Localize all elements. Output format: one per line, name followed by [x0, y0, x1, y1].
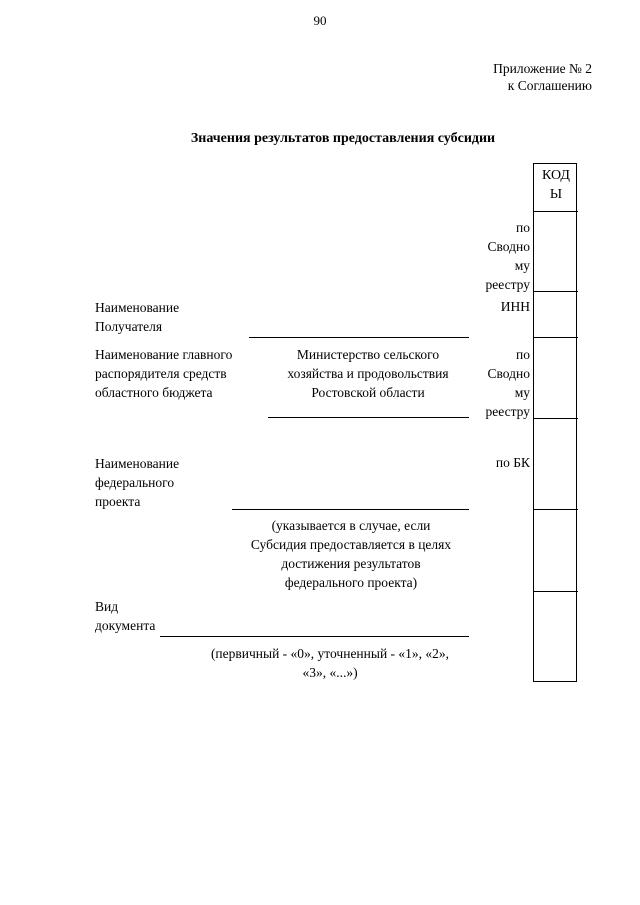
- codes-cell-divider: [533, 337, 578, 338]
- appendix-line: к Соглашению: [507, 78, 592, 93]
- bk-code-label: по БК: [495, 455, 530, 470]
- value-line: хозяйства и продовольствия: [287, 366, 449, 381]
- federal-project-underline: [232, 509, 469, 510]
- main-manager-underline: [268, 417, 469, 418]
- label-line: областного бюджета: [95, 385, 213, 400]
- recipient-underline: [249, 337, 469, 338]
- codes-cell-divider: [533, 418, 578, 419]
- note-line: (первичный - «0», уточненный - «1», «2»,: [210, 646, 450, 661]
- label-line: реестру: [485, 277, 530, 292]
- label-line: Сводно: [487, 366, 530, 381]
- codes-cell-divider: [533, 291, 578, 292]
- main-manager-value: [240, 345, 496, 402]
- value-line: Министерство сельского: [296, 347, 440, 362]
- inn-code-label: ИНН: [500, 299, 530, 314]
- note-line: Субсидия предоставляется в целях: [250, 537, 452, 552]
- value-line: Ростовской области: [311, 385, 425, 400]
- recipient-label: [95, 298, 179, 336]
- label-line: му: [514, 385, 530, 400]
- registry-code-label: [460, 218, 530, 294]
- note-line: достижения результатов: [281, 556, 421, 571]
- label-line: по: [516, 347, 530, 362]
- codes-cell-divider: [533, 509, 578, 510]
- label-line: документа: [95, 618, 156, 633]
- label-line: Наименование главного: [95, 347, 233, 362]
- note-line: (указывается в случае, если: [271, 518, 431, 533]
- label-line: распорядителя средств: [95, 366, 227, 381]
- codes-column: [533, 163, 577, 682]
- label-line: Наименование: [95, 456, 180, 471]
- federal-project-label: [95, 454, 179, 511]
- document-type-label: [95, 597, 155, 635]
- note-line: федерального проекта): [284, 575, 418, 590]
- page-number: 90: [313, 13, 327, 28]
- federal-project-note: [218, 516, 484, 592]
- document-type-note: [180, 644, 480, 682]
- label-line: по: [516, 220, 530, 235]
- label-line: Наименование: [95, 300, 180, 315]
- codes-cell-divider: [533, 591, 578, 592]
- label-line: Вид: [95, 599, 119, 614]
- label-line: Получателя: [95, 319, 163, 334]
- appendix-line: Приложение № 2: [493, 61, 592, 76]
- label-line: проекта: [95, 494, 141, 509]
- document-type-underline: [160, 636, 469, 637]
- note-line: «3», «...»): [302, 665, 358, 680]
- appendix-reference: [493, 60, 592, 94]
- main-manager-label: [95, 345, 232, 402]
- codes-header-line: Ы: [549, 187, 563, 202]
- document-title: Значения результатов предоставления субсидии: [190, 131, 496, 146]
- codes-cell-divider: [533, 211, 578, 212]
- label-line: му: [514, 258, 530, 273]
- label-line: реестру: [485, 404, 530, 419]
- codes-header: [533, 166, 579, 204]
- label-line: федерального: [95, 475, 175, 490]
- label-line: Сводно: [487, 239, 530, 254]
- codes-header-line: КОД: [542, 168, 570, 183]
